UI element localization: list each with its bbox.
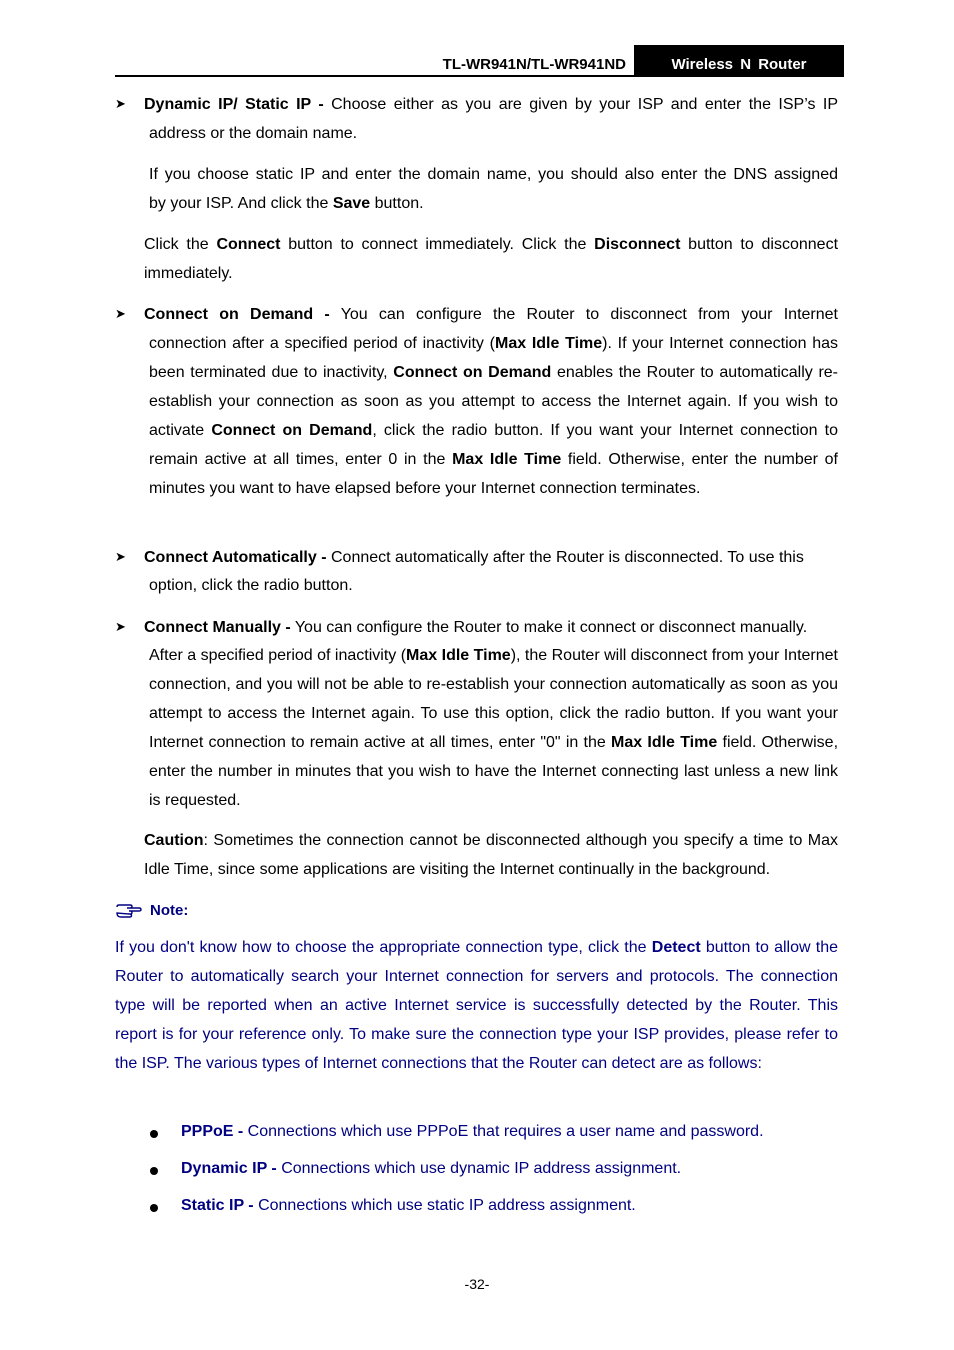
item-label: Connect on Demand - (144, 306, 330, 323)
list-item: Dynamic IP - Connections which use dynamic IP address assignment. (181, 1160, 682, 1177)
header-product: Wireless N Router (671, 56, 807, 73)
item-label: Dynamic IP/ Static IP - (144, 96, 324, 113)
note-body: If you don't know how to choose the appropriate connection type, click the Detect button to allow the Router to automatically search your Internet connection for servers and protocols. The connection type will be reported when an active Internet service is successfully detected by the Router. This report is for your reference only. To make sure the connection type your ISP provides, please refer to the ISP. The various types of Internet connections that the Router can detect are as follows: (115, 939, 839, 1072)
header-model: TL-WR941N/TL-WR941ND (442, 56, 626, 73)
static-ip-note: If you choose static IP and enter the domain name, you should also enter the DNS assigned by your ISP. And click the Save button. (149, 166, 838, 212)
caution-paragraph: Caution: Sometimes the connection cannot be disconnected although you specify a time to Max Idle Time, since some applications are visiting the Internet continually in the background. (144, 832, 838, 878)
bullet-dot-icon (150, 1167, 158, 1175)
item-auto-head: Connect Automatically - Connect automatically after the Router is disconnected. To use this (144, 549, 804, 566)
item-label: Connect Automatically - (144, 549, 327, 566)
arrow-bullet-icon: ➤ (115, 619, 126, 634)
arrow-bullet-icon: ➤ (115, 96, 126, 111)
page-number: -32- (464, 1276, 490, 1292)
arrow-bullet-icon: ➤ (115, 549, 126, 564)
connect-ref: Connect (216, 236, 281, 253)
list-item: Static IP - Connections which use static IP address assignment. (181, 1197, 636, 1214)
item-label: Connect Manually - (144, 619, 291, 636)
item-dynamic-ip: Dynamic IP/ Static IP - Choose either as you are given by your ISP and enter the ISP’s IP address or the domain name. (144, 91, 838, 149)
arrow-bullet-icon: ➤ (115, 306, 126, 321)
item-manual-body: After a specified period of inactivity (Max Idle Time), the Router will disconnect from your Internet connection, and you will not be able to re-establish your connection automatically as soon as you attempt to access the Internet again. To use this option, click the radio button. If you want your Internet connection to remain active at all times, enter "0" in the Max Idle Time field. Otherwise, enter the number in minutes that you wish to have the Internet connecting last unless a new link is requested. (149, 647, 839, 809)
note-title: Note: (150, 902, 189, 919)
header-rule (115, 75, 844, 77)
detect-ref: Detect (651, 939, 701, 956)
save-ref: Save (332, 194, 371, 212)
bullet-dot-icon (150, 1130, 158, 1138)
connect-paragraph: Click the Connect button to connect immediately. Click the Disconnect button to disconnect immediately. (144, 236, 839, 282)
pointing-hand-icon (115, 900, 143, 920)
list-item: PPPoE - Connections which use PPPoE that requires a user name and password. (181, 1123, 764, 1140)
caution-label: Caution (144, 832, 204, 849)
header-product-box (634, 45, 844, 77)
item-auto-body: option, click the radio button. (149, 577, 353, 594)
bullet-dot-icon (150, 1204, 158, 1212)
item-on-demand-head: Connect on Demand - You can configure the Router to disconnect from your Internet (144, 306, 838, 323)
item-on-demand-body: connection after a specified period of inactivity (Max Idle Time). If your Internet connection has been terminated due to inactivity, Connect on Demand enables the Router to automatically re-establish your connection as soon as you attempt to access the Internet again. If you wish to activate Connect on Demand, click the radio button. If you want your Internet connection to remain active at all times, enter 0 in the Max Idle Time field. Otherwise, enter the number of minutes you want to have elapsed before your Internet connection terminates. (149, 335, 839, 497)
item-text: address or the domain name. (149, 124, 358, 142)
disconnect-ref: Disconnect (594, 236, 681, 253)
item-manual-head: Connect Manually - You can configure the Router to make it connect or disconnect manually. (144, 619, 808, 636)
